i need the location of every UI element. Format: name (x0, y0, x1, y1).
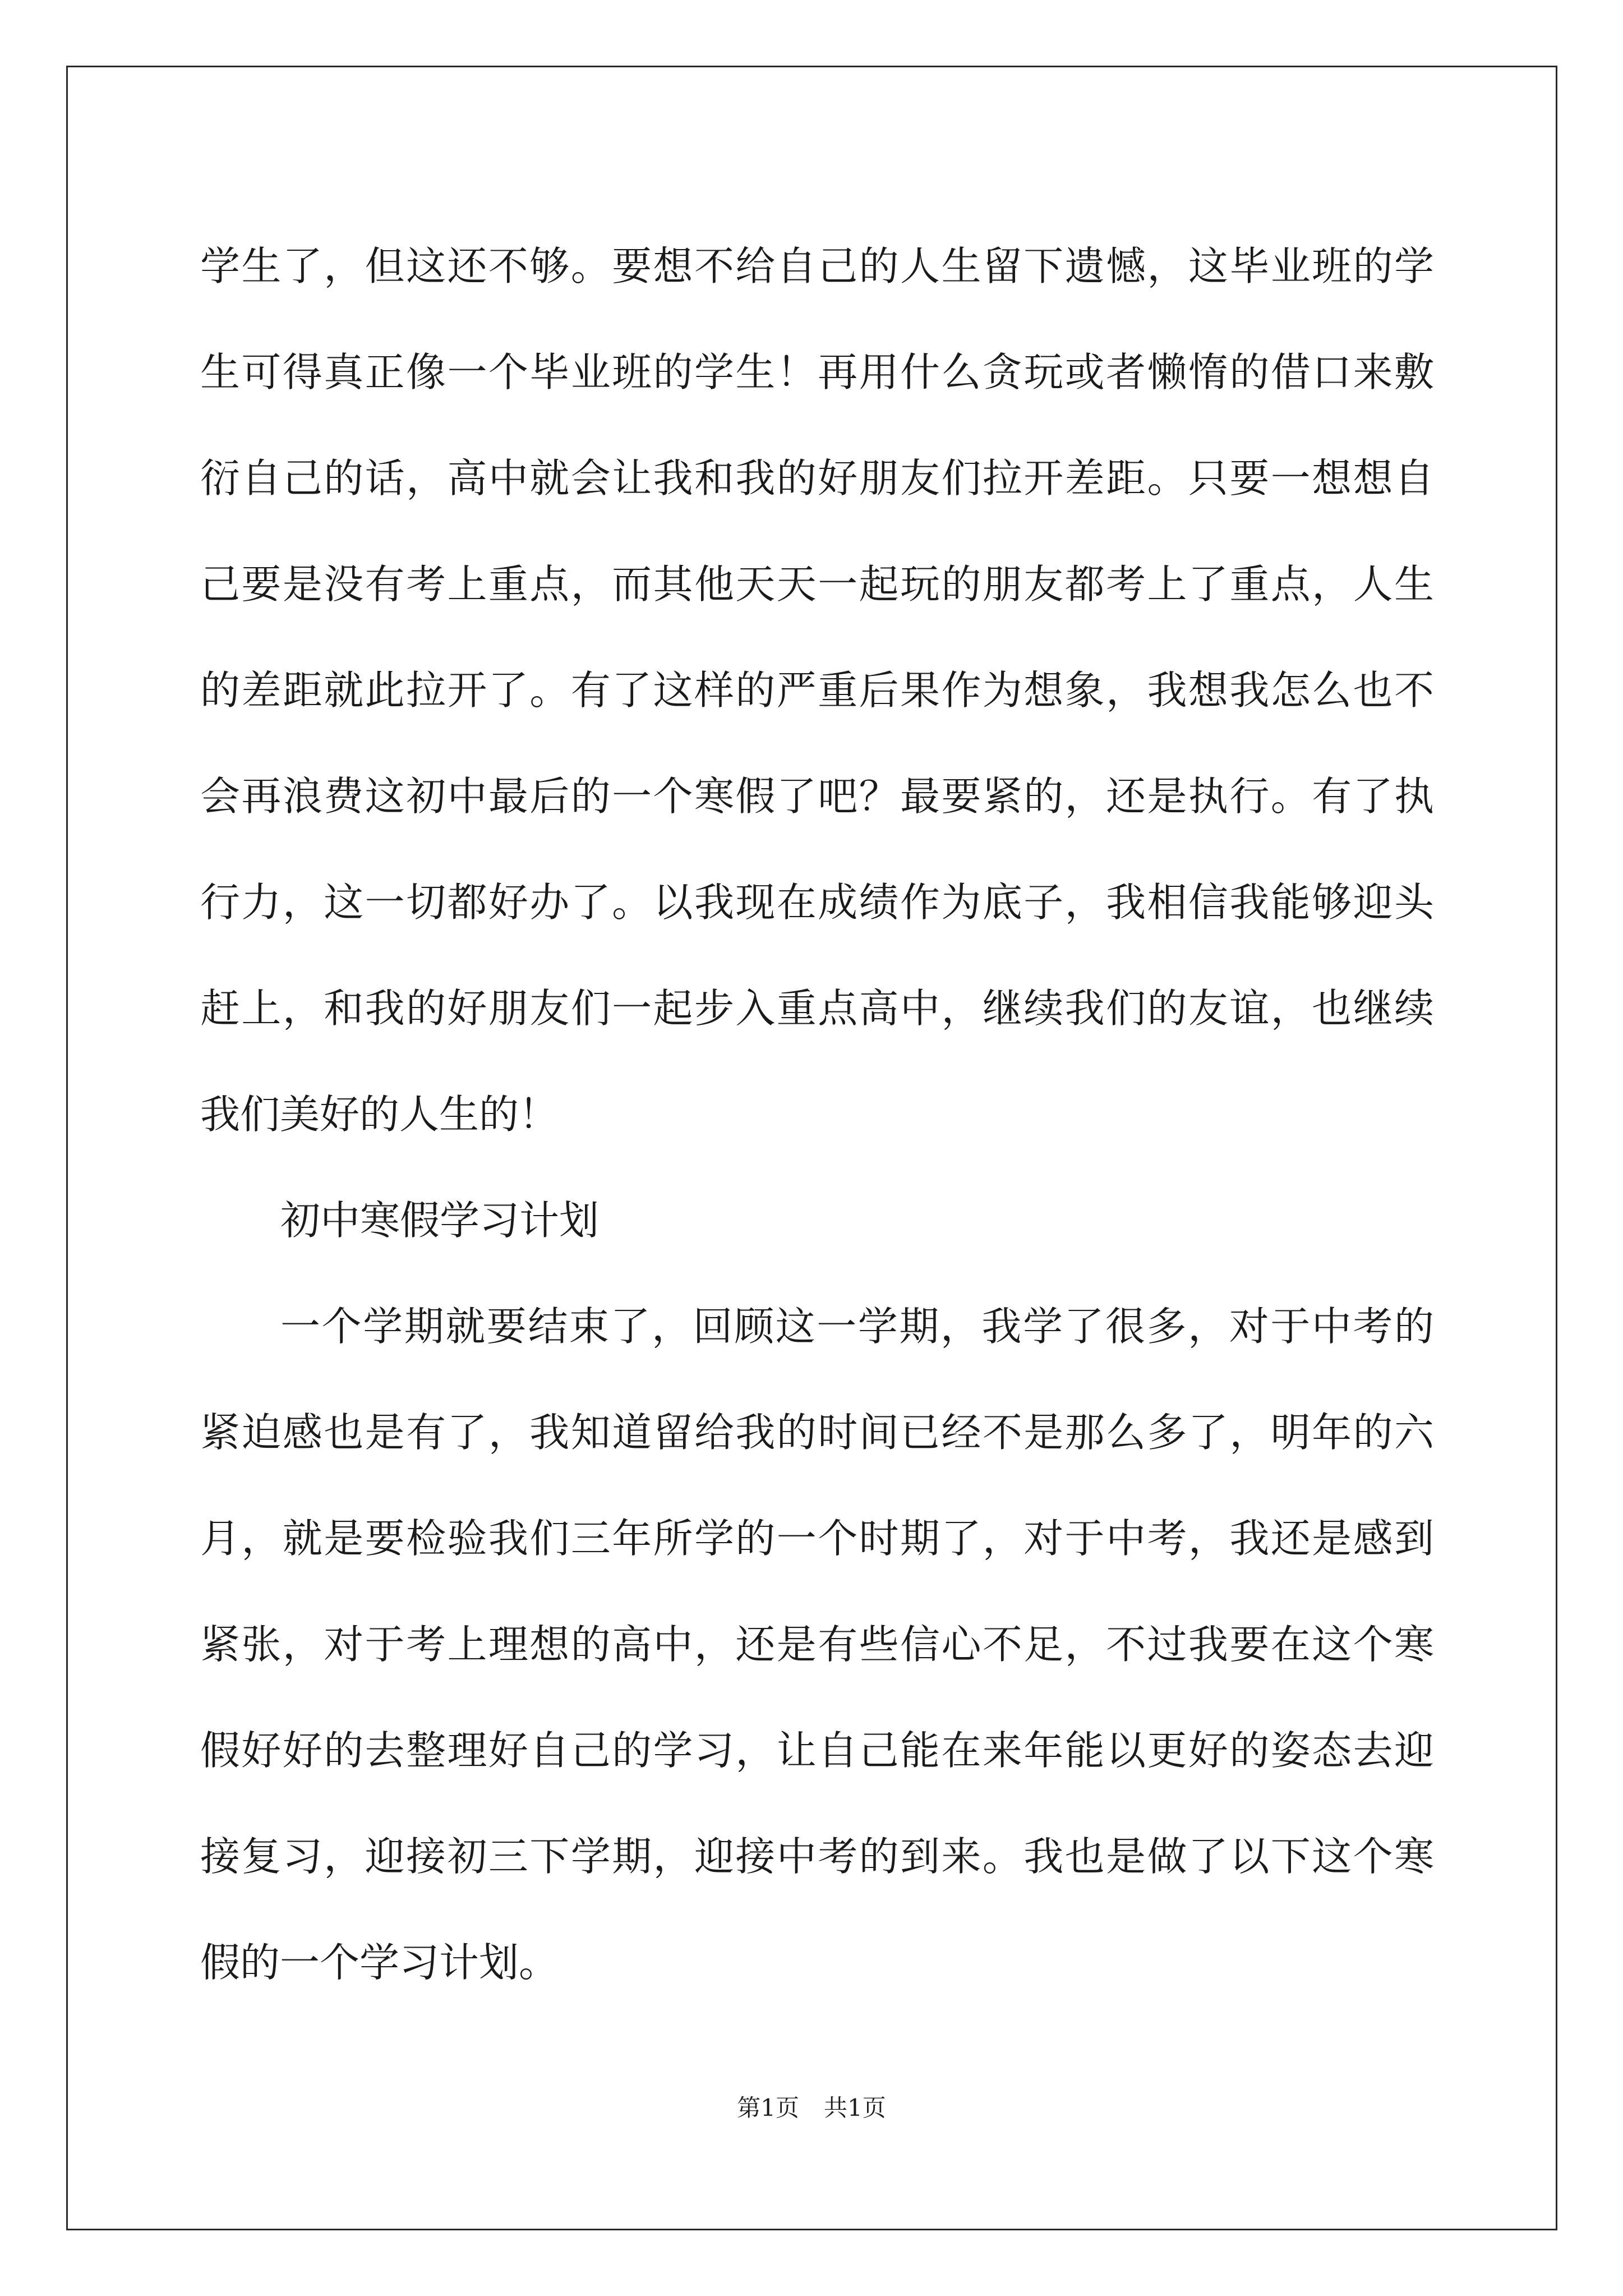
text-line: 会再浪费这初中最后的一个寒假了吧？最要紧的，还是执行。有了执 (200, 773, 1434, 820)
text-line: 的差距就此拉开了。有了这样的严重后果作为想象，我想我怎么也不 (200, 667, 1434, 714)
page-total: 共1页 (824, 2094, 886, 2122)
text-line: 生可得真正像一个毕业班的学生！再用什么贪玩或者懒惰的借口来敷 (200, 349, 1434, 395)
page-number: 第1页 (737, 2094, 799, 2122)
text-line: 假好好的去整理好自己的学习，让自己能在来年能以更好的姿态去迎 (200, 1727, 1434, 1774)
text-line: 己要是没有考上重点，而其他天天一起玩的朋友都考上了重点，人生 (200, 561, 1434, 608)
text-line: 接复习，迎接初三下学期，迎接中考的到来。我也是做了以下这个寒 (200, 1833, 1434, 1880)
text-line: 一个学期就要结束了，回顾这一学期，我学了很多，对于中考的 (280, 1303, 1434, 1350)
section-heading: 初中寒假学习计划 (280, 1197, 600, 1244)
text-line: 衍自己的话，高中就会让我和我的好朋友们拉开差距。只要一想想自 (200, 455, 1434, 501)
text-line: 假的一个学习计划。 (200, 1939, 559, 1986)
text-line: 行力，这一切都好办了。以我现在成绩作为底子，我相信我能够迎头 (200, 879, 1434, 926)
text-line: 月，就是要检验我们三年所学的一个时期了，对于中考，我还是感到 (200, 1515, 1434, 1562)
page-footer (0, 2090, 1623, 2123)
text-line: 我们美好的人生的！ (200, 1091, 559, 1138)
text-line: 紧迫感也是有了，我知道留给我的时间已经不是那么多了，明年的六 (200, 1409, 1434, 1456)
text-line: 学生了，但这还不够。要想不给自己的人生留下遗憾，这毕业班的学 (200, 243, 1434, 289)
document-body (200, 213, 1434, 2016)
text-line: 赶上，和我的好朋友们一起步入重点高中，继续我们的友谊，也继续 (200, 985, 1434, 1032)
text-line: 紧张，对于考上理想的高中，还是有些信心不足，不过我要在这个寒 (200, 1621, 1434, 1668)
